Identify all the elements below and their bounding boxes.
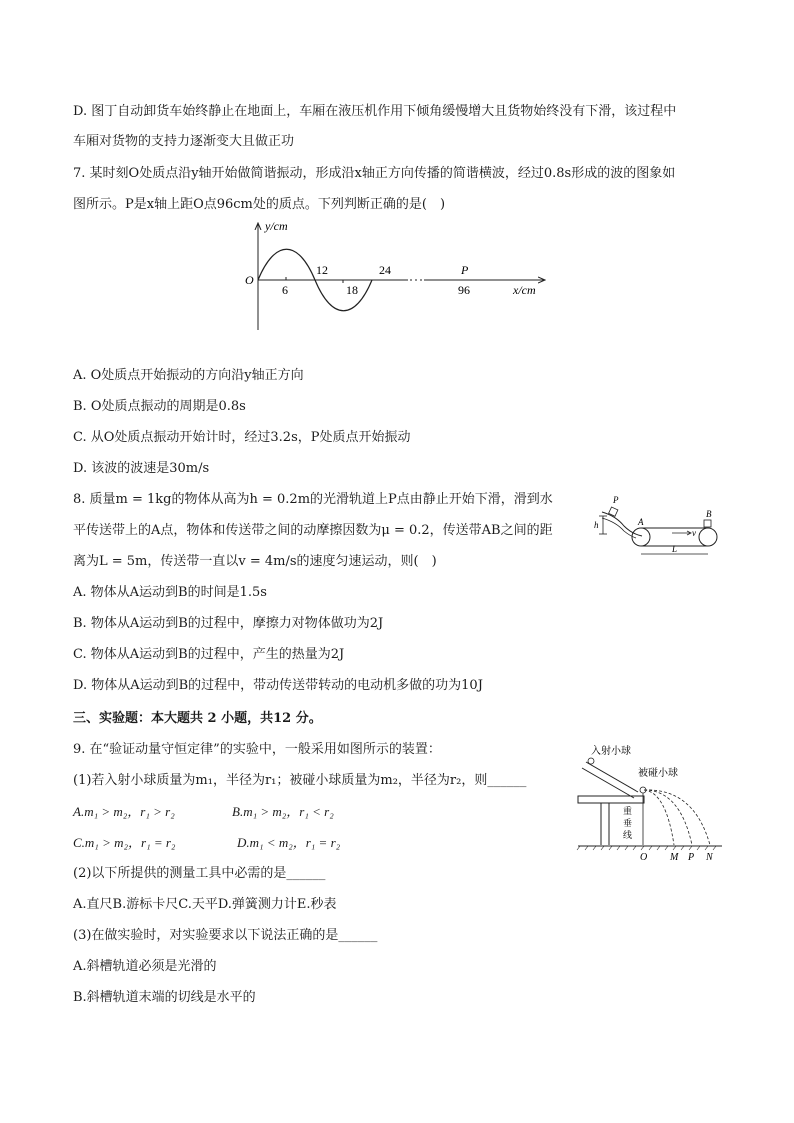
table-top [578, 796, 644, 803]
q9-sub1-option-a: A.m₁ > m₂，r₁ > r₂ [73, 804, 175, 819]
trajectory-p [644, 790, 692, 845]
q8-option-b: B. 物体从A运动到B的过程中，摩擦力对物体做功为2J [73, 616, 384, 631]
ramp-bottom [582, 768, 634, 798]
label-target-ball: 被碰小球 [638, 768, 678, 779]
q9-sub3-option-b: B.斜槽轨道末端的切线是水平的 [73, 990, 256, 1005]
tick-label-12: 12 [316, 263, 328, 277]
tick-label-18: 18 [346, 283, 358, 297]
q7-stem-line1: 7. 某时刻O处质点沿y轴开始做简谐振动，形成沿x轴正方向传播的简谐横波，经过0.8s形成的波的图象如 [73, 166, 676, 181]
label-p-point: P [688, 852, 695, 863]
collision-apparatus-figure [576, 740, 726, 864]
ground-hatching [577, 846, 716, 850]
q9-sub3-option-a: A.斜槽轨道必须是光滑的 [73, 959, 217, 974]
label-n: N [706, 852, 713, 863]
q6-option-d-line2: 车厢对货物的支持力逐渐变大且做正功 [73, 134, 295, 149]
label-o: O [640, 852, 648, 863]
q9-sub2-options: A.直尺B.游标卡尺C.天平D.弹簧测力计E.秒表 [73, 897, 337, 912]
label-v: v [692, 528, 696, 538]
y-axis-label: y/cm [265, 219, 288, 233]
q7-option-c: C. 从O处质点振动开始计时，经过3.2s，P处质点开始振动 [73, 430, 411, 445]
q9-sub3: (3)在做实验时，对实验要求以下说法正确的是______ [73, 928, 378, 943]
q9-sub1-option-b: B.m₁ > m₂，r₁ < r₂ [232, 804, 334, 819]
tick-label-96: 96 [458, 283, 470, 297]
slope-track [602, 512, 642, 536]
conveyor-belt-figure [594, 494, 724, 560]
point-p-label: P [461, 263, 469, 277]
plumb-label-3: 线 [623, 830, 633, 840]
label-incident-ball: 入射小球 [591, 746, 631, 757]
label-p: P [613, 495, 619, 505]
q8-stem-line2: 平传送带上的A点，物体和传送带之间的动摩擦因数为μ = 0.2，传送带AB之间的距 [73, 523, 553, 538]
trajectory-n [644, 790, 710, 845]
section-3-heading: 三、实验题：本大题共 2 小题，共12 分。 [73, 711, 322, 726]
plumb-label-2: 垂 [623, 818, 633, 828]
pulley-left [632, 528, 650, 546]
pulley-right [699, 528, 717, 546]
x-axis-label: x/cm [513, 283, 536, 297]
q8-option-d: D. 物体从A运动到B的过程中，带动传送带转动的电动机多做的功为10J [73, 678, 483, 693]
tick-label-24: 24 [379, 263, 391, 277]
wave-graph [238, 218, 556, 336]
q8-stem-line1: 8. 质量m = 1kg的物体从高为h = 0.2m的光滑轨道上P点由静止开始下滑，滑到水 [73, 492, 553, 507]
q9-sub1: (1)若入射小球质量为m₁，半径为r₁；被碰小球质量为m₂，半径为r₂，则______ [73, 773, 527, 788]
origin-label: O [245, 273, 254, 287]
plumb-label-1: 重 [623, 806, 633, 816]
q8-option-c: C. 物体从A运动到B的过程中，产生的热量为2J [73, 647, 345, 662]
q9-sub1-option-c: C.m₁ > m₂，r₁ = r₂ [73, 835, 176, 850]
label-a: A [638, 517, 644, 527]
q8-stem-line3: 离为L = 5m，传送带一直以v = 4m/s的速度匀速运动，则( ) [73, 554, 437, 569]
trajectory-m [644, 790, 674, 845]
ramp-top [586, 762, 638, 792]
block-at-b [704, 520, 711, 527]
q7-stem-line2: 图所示。P是x轴上距O点96cm处的质点。下列判断正确的是( ) [73, 197, 446, 212]
label-b: B [706, 509, 712, 519]
q9-sub1-option-d: D.m₁ < m₂，r₁ = r₂ [237, 835, 341, 850]
q9-sub2: (2)以下所提供的测量工具中必需的是______ [73, 866, 326, 881]
label-l: L [672, 544, 678, 554]
label-h: h [594, 520, 599, 530]
label-m: M [670, 852, 679, 863]
q9-stem: 9. 在“验证动量守恒定律”的实验中，一般采用如图所示的装置： [73, 742, 441, 757]
q8-option-a: A. 物体从A运动到B的时间是1.5s [73, 585, 267, 600]
q6-option-d-line1: D. 图丁自动卸货车始终静止在地面上，车厢在液压机作用下倾角缓慢增大且货物始终没有下滑，该过程中 [73, 104, 677, 119]
q7-option-d: D. 该波的波速是30m/s [73, 461, 210, 476]
tick-label-6: 6 [282, 283, 288, 297]
q7-option-a: A. O处质点开始振动的方向沿y轴正方向 [73, 368, 304, 383]
incident-ball [588, 758, 594, 764]
q7-option-b: B. O处质点振动的周期是0.8s [73, 399, 246, 414]
